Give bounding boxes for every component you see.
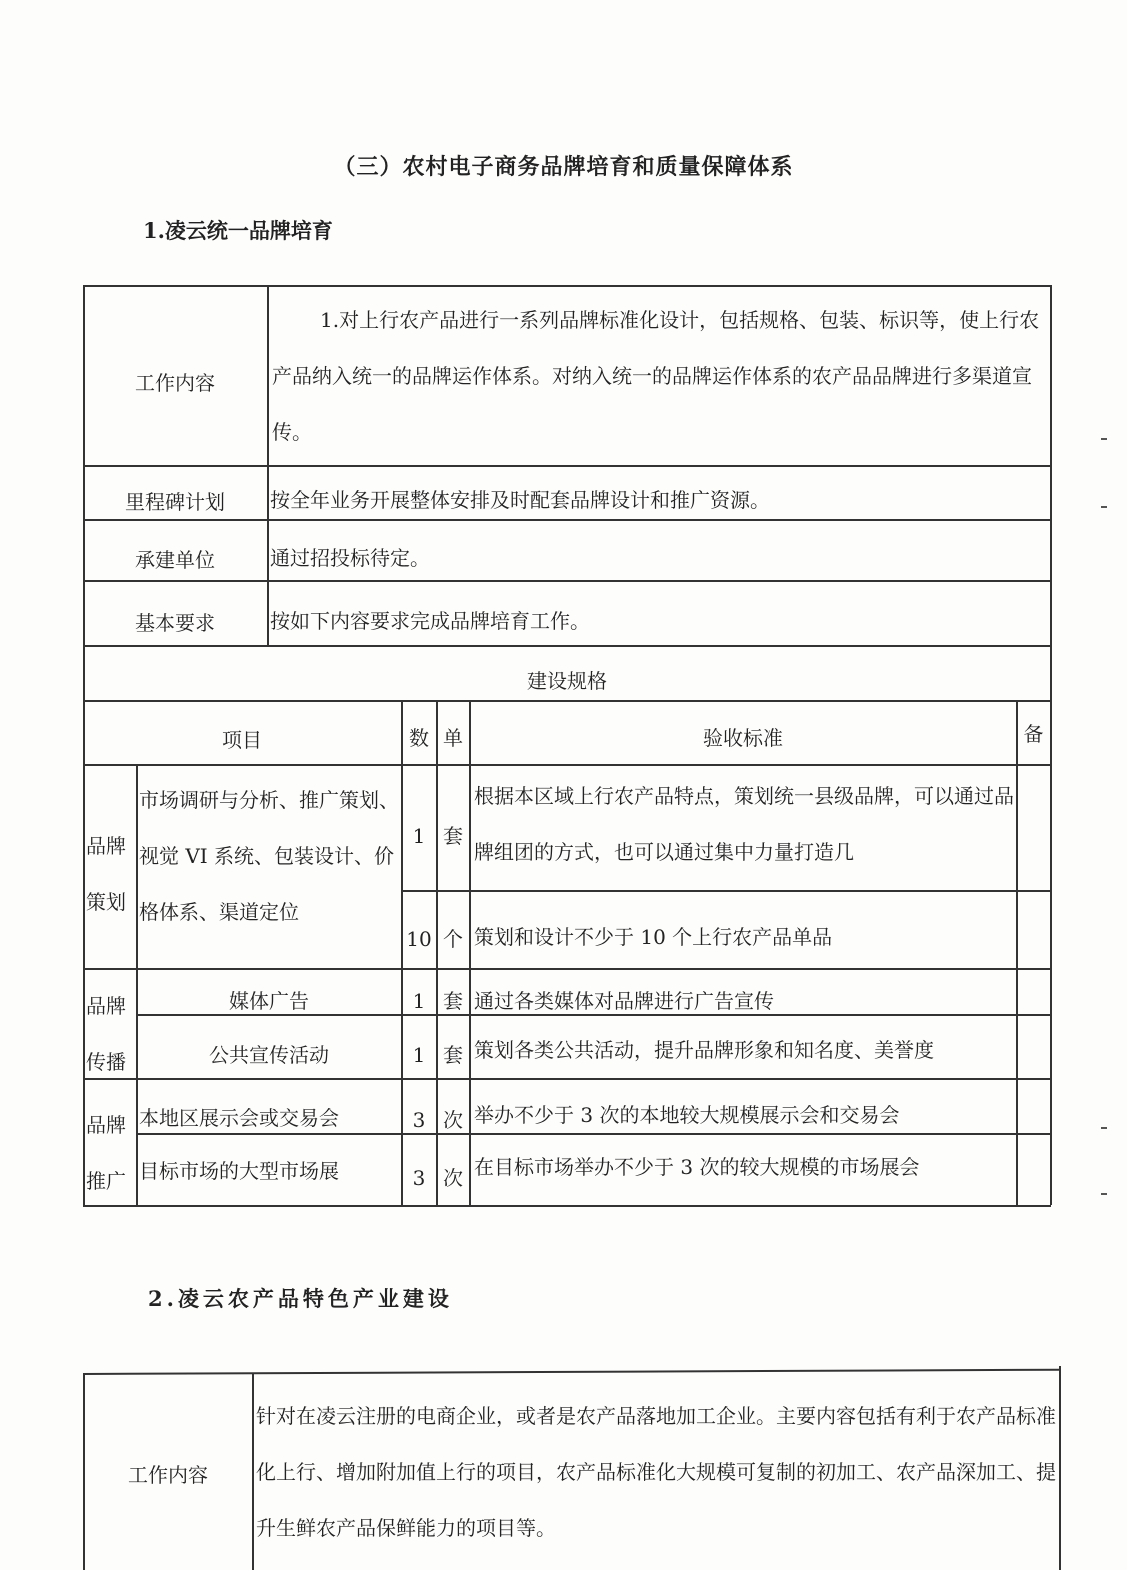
item-market-research: 市场调研与分析、推广策划、视觉 VI 系统、包装设计、价格体系、渠道定位	[139, 788, 399, 924]
standard-3: 通过各类媒体对品牌进行广告宣传	[474, 989, 774, 1013]
table2-label-work-content: 工作内容	[128, 1463, 208, 1487]
unit-5: 次	[443, 1108, 463, 1132]
row-label-work-content: 工作内容	[135, 371, 215, 395]
scan-mark	[1101, 1193, 1107, 1195]
qty-4: 1	[412, 1043, 426, 1067]
item-target-market-expo: 目标市场的大型市场展	[139, 1159, 339, 1183]
row-text-contractor: 通过招投标待定。	[270, 546, 430, 570]
group-brand-planning: 品牌策划	[86, 834, 126, 914]
group-brand-promotion: 品牌推广	[86, 1113, 126, 1193]
qty-2: 10	[406, 927, 432, 951]
standard-2: 策划和设计不少于 10 个上行农产品单品	[474, 925, 833, 949]
qty-1: 1	[412, 824, 426, 848]
standard-5: 举办不少于 3 次的本地较大规模展示会和交易会	[474, 1103, 900, 1127]
standard-6: 在目标市场举办不少于 3 次的较大规模的市场展会	[474, 1155, 920, 1179]
item-public-events: 公共宣传活动	[209, 1043, 329, 1067]
qty-3: 1	[412, 989, 426, 1013]
header-note: 备	[1023, 722, 1044, 746]
spec-title: 建设规格	[527, 669, 607, 693]
scan-mark	[1101, 506, 1107, 508]
header-item: 项目	[222, 728, 262, 752]
unit-4: 套	[443, 1043, 463, 1067]
row-label-contractor: 承建单位	[135, 548, 215, 572]
subsection-title-2: 2.凌云农产品特色产业建设	[148, 1286, 453, 1311]
subsection-title-1: 1.凌云统一品牌培育	[143, 218, 333, 243]
row-label-requirements: 基本要求	[135, 611, 215, 635]
unit-2: 个	[443, 927, 463, 951]
header-qty: 数	[409, 726, 429, 750]
item-media-ads: 媒体广告	[229, 989, 309, 1013]
row-text-work-content: 1.对上行农产品进行一系列品牌标准化设计，包括规格、包装、标识等，使上行农产品纳入统一的品牌运作体系。对纳入统一的品牌运作体系的农产品品牌进行多渠道宣传。	[272, 308, 1040, 444]
scan-mark	[1101, 438, 1107, 440]
section-title: （三）农村电子商务品牌培育和质量保障体系	[333, 154, 794, 180]
qty-5: 3	[412, 1108, 426, 1132]
unit-3: 套	[443, 989, 463, 1013]
row-label-milestone: 里程碑计划	[125, 490, 225, 514]
item-local-fair: 本地区展示会或交易会	[139, 1106, 339, 1130]
row-text-milestone: 按全年业务开展整体安排及时配套品牌设计和推广资源。	[270, 488, 770, 512]
standard-1: 根据本区域上行农产品特点，策划统一县级品牌，可以通过品牌组团的方式，也可以通过集中力量打造几	[474, 784, 1014, 864]
table2-text-work-content: 针对在凌云注册的电商企业，或者是农产品落地加工企业。主要内容包括有利于农产品标准化上行、增加附加值上行的项目，农产品标准化大规模可复制的初加工、农产品深加工、提升生鲜农产品保鲜能力的项目等。	[256, 1404, 1056, 1540]
unit-6: 次	[443, 1166, 463, 1190]
header-standard: 验收标准	[703, 726, 783, 750]
unit-1: 套	[443, 824, 463, 848]
standard-4: 策划各类公共活动，提升品牌形象和知名度、美誉度	[474, 1038, 934, 1062]
header-unit: 单	[443, 726, 463, 750]
group-brand-communication: 品牌传播	[86, 994, 126, 1074]
scan-mark	[1101, 1127, 1107, 1129]
qty-6: 3	[412, 1166, 426, 1190]
row-text-requirements: 按如下内容要求完成品牌培育工作。	[270, 609, 590, 633]
